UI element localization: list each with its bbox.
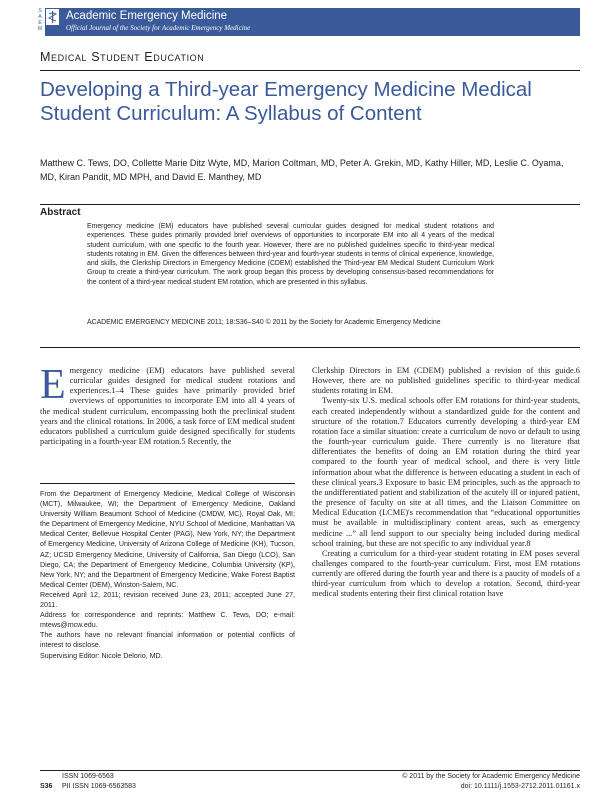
paragraph-continued: Clerkship Directors in EM (CDEM) published a revision of this guide.6 However, there are no published guidelines specific to third-year medical students rotating in EM. bbox=[312, 366, 580, 396]
correspondence: Address for correspondence and reprints: Matthew C. Tews, DO; e-mail: mtews@mcw.edu. bbox=[40, 611, 295, 630]
footer-copyright-block bbox=[402, 772, 580, 792]
badge-letter-a: A bbox=[38, 14, 42, 20]
disclosure: The authors have no relevant financial information or potential conflicts of interest to disclose. bbox=[40, 631, 295, 650]
journal-subtitle: Official Journal of the Society for Academic Emergency Medicine bbox=[66, 24, 251, 32]
received-dates: Received April 12, 2011; revision received June 23, 2011; accepted June 27, 2011. bbox=[40, 590, 295, 610]
drop-cap: E bbox=[40, 362, 66, 408]
supervising-editor: Supervising Editor: Nicole Delorio, MD. bbox=[40, 651, 163, 660]
footnotes bbox=[40, 489, 295, 661]
paragraph-challenges: Creating a curriculum for a third-year student rotating in EM poses several challenges compared to the fourth-year curriculum. First, most EM rotations currently are offered during the fourth year and there is a paucity of models of a third-year curriculum from which to develop a rotation. Second, third-year medical students entering their first clinical rotation have bbox=[312, 548, 580, 599]
doi: doi: 10.1111/j.1553-2712.2011.01161.x bbox=[460, 783, 580, 790]
section-label: Medical Student Education bbox=[40, 50, 205, 64]
copyright: © 2011 by the Society for Academic Emergency Medicine bbox=[402, 773, 580, 780]
issn: ISSN 1069-6563 bbox=[62, 773, 114, 780]
society-badge bbox=[35, 8, 45, 38]
footer-divider bbox=[40, 770, 580, 771]
pii: PII ISSN 1069-6563583 bbox=[62, 783, 136, 790]
affiliations: From the Department of Emergency Medicine, Medical College of Wisconsin (MCT), Milwaukee, WI; the Department of Emergency Medicine, Oakland University William Beaumont School of Medicine (CMDW, MC), Royal Oak, MI; the Department of Emergency Medicine, NYU School of Medicine, Manhattan VA Medical Center, Bellevue Hospital Center (PAG), New York, NY; the Department of Emergency Medicine, University of Arizona College of Medicine (KH), Tucson, AZ; UCSD Emergency Medicine, University of California, San Diego (LCO), San Diego, CA; the Department of Emergency Medicine, Columbia University (KP), New York, NY; and the Department of Emergency Medicine, Wake Forest Baptist Medical Center (DEM), Winston-Salem, NC. bbox=[40, 490, 295, 589]
intro-paragraph bbox=[40, 362, 295, 447]
badge-letter-s: S bbox=[38, 8, 42, 14]
paragraph-schools: Twenty-six U.S. medical schools offer EM rotations for third-year students, each created independently without a standardized guide for the content and structure of the rotation.7 Educators currently developing a third-year EM rotation face a similar situation: create a curriculum de novo or default to using the fourth-year curriculum guide. There currently is no literature that differentiates the benefits of doing an EM rotation during the third year compared to the fourth year of medical school, and there is very little information about what the difference is between educating a student in each of these clinical years.3 Exposure to basic EM principles, such as the approach to the undifferentiated patient and stabilization of the acutely ill or injured patient, the presence of faculty on site at all times, and the Liaison Committee on Medical Education (LCME)'s recommendation that “educational opportunities must be available in multidisciplinary content areas, such as emergency medicine ...” all lend support to our specialty being included during medical school training, but these are not specific to any individual year.8 bbox=[312, 396, 580, 548]
abstract-bottom-divider bbox=[40, 347, 580, 348]
body-left-column bbox=[40, 362, 295, 447]
abstract-text: Emergency medicine (EM) educators have published several curricular guides designed for medical student rotations and experiences. These guides primarily provided brief overviews of opportunities to incorporate EM into all 4 years of the medical student curriculum, with one specific to the fourth year. However, there are no published guidelines specific to third-year medical students rotating in EM. Given the differences between third-year and fourth-year students in terms of clinical experience, knowledge, and skills, the Clerkship Directors in Emergency Medicine (CDEM) established the Third-year EM Medical Student Curriculum Work Group to create a third-year curriculum. The work group began this process by developing consensus-based recommendations for the content of a third-year medical student EM rotation, which are presented in this syllabus. bbox=[87, 223, 494, 286]
badge-letter-m: M bbox=[37, 26, 43, 32]
journal-title: Academic Emergency Medicine bbox=[66, 10, 228, 22]
abstract-citation: ACADEMIC EMERGENCY MEDICINE 2011; 18:S36–S40 © 2011 by the Society for Academic Emergency Medicine bbox=[87, 319, 441, 326]
footnote-divider bbox=[40, 483, 295, 484]
caduceus-logo-icon bbox=[46, 9, 59, 25]
intro-paragraph-text: mergency medicine (EM) educators have published several curricular guides designed for medical student rotations and experiences.1–4 These guides have primarily provided brief overviews of opportunities to incorporate EM into all 4 years of the medical student curriculum, encompassing both the preclinical student years and the clinical rotations. In 2006, a task force of EM medical student educators published a curriculum guide designed specifically for students participating in a fourth-year EM rotation.5 Recently, the bbox=[40, 366, 295, 447]
article-title: Developing a Third-year Emergency Medicine Medical Student Curriculum: A Syllabus of Content bbox=[40, 78, 532, 125]
page-number: S36 bbox=[40, 783, 53, 790]
footer-issn-block bbox=[40, 772, 136, 792]
section-divider bbox=[40, 70, 580, 71]
abstract-heading: Abstract bbox=[40, 207, 81, 218]
abstract-top-divider bbox=[40, 204, 580, 205]
author-list: Matthew C. Tews, DO, Collette Marie Ditz Wyte, MD, Marion Coltman, MD, Peter A. Grekin, MD, Kathy Hiller, MD, Leslie C. Oyama, MD, Kiran Pandit, MD MPH, and David E. Manthey, MD bbox=[40, 158, 564, 182]
badge-letter-e: E bbox=[38, 20, 42, 26]
body-right-column bbox=[312, 366, 580, 600]
